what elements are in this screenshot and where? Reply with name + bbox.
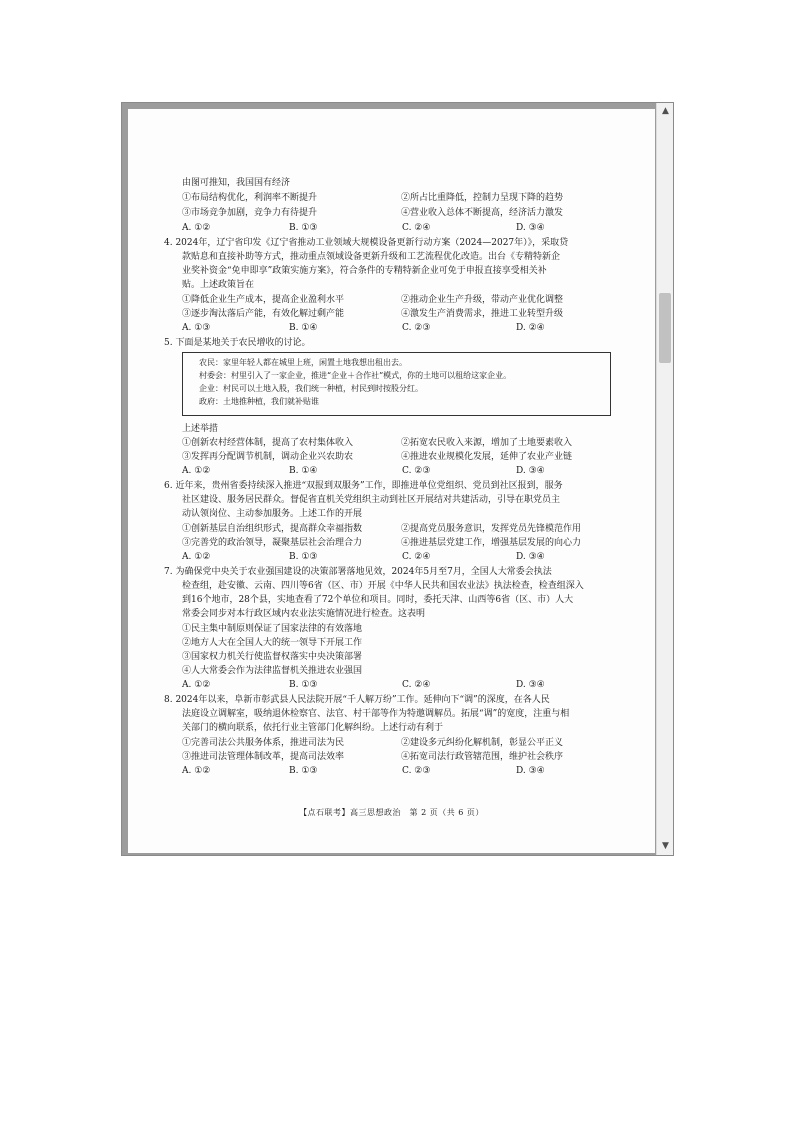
q8-answer-d: D. ③④ (516, 766, 545, 776)
scroll-up-icon[interactable]: ▲ (662, 106, 669, 116)
q6-answer-b: B. ①③ (289, 552, 318, 562)
q5-box-line-farmer: 农民：家里年轻人都在城里上班，闲置土地我想出租出去。 (199, 358, 407, 367)
q5-answer-a: A. ①② (182, 466, 211, 476)
scroll-down-icon[interactable]: ▼ (662, 841, 669, 851)
q6-option-4: ④推进基层党建工作，增强基层发展的向心力 (401, 538, 582, 548)
q4-option-2: ②推动企业生产升级，带动产业优化调整 (401, 295, 564, 305)
q8-stem-line-1: 8. 2024年以来，阜新市彰武县人民法院开展“千人解万纷”工作。延伸向下“调”的深度，在各人民 (164, 695, 550, 705)
q8-answer-a: A. ①② (182, 766, 211, 776)
q5-option-1: ①创新农村经营体制，提高了农村集体收入 (182, 438, 354, 448)
q3-stem: 由图可推知，我国国有经济 (182, 178, 291, 188)
q5-box-line-government: 政府：土地推种植，我们就补贴谁 (199, 397, 319, 406)
q8-answer-b: B. ①③ (289, 766, 318, 776)
q4-option-1: ①降低企业生产成本，提高企业盈利水平 (182, 295, 345, 305)
q4-stem-line-2: 款贴息和直接补助等方式，推动重点领域设备更新升级和工艺流程优化改造。出台《专精特新企 (182, 252, 561, 262)
document-viewer (121, 102, 674, 856)
q3-answer-c: C. ②④ (402, 223, 431, 233)
q8-option-2: ②建设多元纠纷化解机制，彰显公平正义 (401, 738, 564, 748)
q5-answer-d: D. ③④ (516, 466, 545, 476)
q3-answer-d: D. ③④ (516, 223, 545, 233)
scrollbar-thumb[interactable] (659, 293, 671, 363)
q7-option-1: ①民主集中制原则保证了国家法律的有效落地 (182, 624, 363, 634)
q7-stem-line-2: 检查组，赴安徽、云南、四川等6省（区、市）开展《中华人民共和国农业法》执法检查，检查组深入 (182, 581, 584, 591)
q4-answer-c: C. ②③ (402, 323, 431, 333)
q4-option-3: ③逐步淘汰落后产能，有效化解过剩产能 (182, 309, 345, 319)
q8-stem-line-3: 关部门的横向联系，依托行业主管部门化解纠纷。上述行动有利于 (182, 723, 444, 733)
q3-answer-b: B. ①③ (289, 223, 318, 233)
page-footer: 【点石联考】高三思想政治 第 2 页（共 6 页） (299, 808, 484, 817)
q7-option-4: ④人大常委会作为法律监督机关推进农业强国 (182, 666, 363, 676)
q5-stem: 5. 下面是某地关于农民增收的讨论。 (164, 338, 311, 348)
vertical-scrollbar[interactable] (656, 103, 673, 855)
q3-answer-a: A. ①② (182, 223, 211, 233)
q5-answer-c: C. ②③ (402, 466, 431, 476)
q6-stem-line-3: 动认领岗位、主动参加服务。上述工作的开展 (182, 509, 363, 519)
q6-answer-d: D. ③④ (516, 552, 545, 562)
q6-option-3: ③完善党的政治领导，凝聚基层社会治理合力 (182, 538, 363, 548)
q4-stem-line-4: 贴。上述政策旨在 (182, 280, 255, 290)
q3-option-1: ①布局结构优化，利润率不断提升 (182, 193, 318, 203)
q5-lead: 上述举措 (182, 424, 219, 434)
q3-option-2: ②所占比重降低，控制力呈现下降的趋势 (401, 193, 564, 203)
q5-answer-b: B. ①④ (289, 466, 318, 476)
q5-option-4: ④推进农业规模化发展，延伸了农业产业链 (401, 452, 573, 462)
q4-answer-a: A. ①③ (182, 323, 211, 333)
q3-option-3: ③市场竞争加剧，竞争力有待提升 (182, 208, 318, 218)
q4-option-4: ④激发生产消费需求，推进工业转型升级 (401, 309, 564, 319)
q5-box-line-village: 村委会：村里引入了一家企业，推进“企业＋合作社”模式，你的土地可以租给这家企业。 (199, 371, 512, 380)
q7-answer-d: D. ③④ (516, 680, 545, 690)
q8-stem-line-2: 法庭设立调解室，吸纳退休检察官、法官、村干部等作为特邀调解员。拓展“调”的宽度，注重与相 (182, 709, 570, 719)
q6-stem-line-2: 社区建设、服务居民群众。督促省直机关党组织主动到社区开展结对共建活动，引导在职党员主 (182, 495, 561, 505)
q3-option-4: ④营业收入总体不断提高，经济活力激发 (401, 208, 564, 218)
exam-page (128, 109, 655, 853)
q4-answer-d: D. ②④ (516, 323, 545, 333)
q6-option-2: ②提高党员服务意识，发挥党员先锋模范作用 (401, 524, 582, 534)
q8-option-1: ①完善司法公共服务体系，推进司法为民 (182, 738, 345, 748)
q8-answer-c: C. ②③ (402, 766, 431, 776)
q8-option-4: ④拓宽司法行政管辖范围，维护社会秩序 (401, 752, 564, 762)
q7-option-2: ②地方人大在全国人大的统一领导下开展工作 (182, 638, 363, 648)
q7-answer-a: A. ①② (182, 680, 211, 690)
q6-answer-c: C. ②④ (402, 552, 431, 562)
q5-option-2: ②拓宽农民收入来源，增加了土地要素收入 (401, 438, 573, 448)
q4-stem-line-3: 业奖补资金“免申即享”政策实施方案》，符合条件的专精特新企业可免于申报直接享受相关补 (182, 266, 547, 276)
q7-stem-line-3: 到16个地市，28个县，实地查看了72个单位和项目。同时，委托天津、山西等6省（区、市）人大 (182, 595, 574, 605)
q6-answer-a: A. ①② (182, 552, 211, 562)
q7-stem-line-4: 常委会同步对本行政区域内农业法实施情况进行检查。这表明 (182, 609, 426, 619)
page-frame (122, 103, 656, 855)
q5-option-3: ③发挥再分配调节机制，调动企业兴农助农 (182, 452, 354, 462)
q6-option-1: ①创新基层自治组织形式，提高群众幸福指数 (182, 524, 363, 534)
q7-answer-c: C. ②④ (402, 680, 431, 690)
q7-stem-line-1: 7. 为确保党中央关于农业强国建设的决策部署落地见效，2024年5月至7月，全国人大常委会执法 (164, 567, 552, 577)
q8-option-3: ③推进司法管理体制改革，提高司法效率 (182, 752, 345, 762)
q7-option-3: ③国家权力机关行使监督权落实中央决策部署 (182, 652, 363, 662)
q7-answer-b: B. ①③ (289, 680, 318, 690)
q4-answer-b: B. ①④ (289, 323, 318, 333)
q4-stem-line-1: 4. 2024年，辽宁省印发《辽宁省推动工业领域大规模设备更新行动方案（2024—2027年）》，采取贷 (164, 238, 569, 248)
q5-box-line-company: 企业：村民可以土地入股，我们统一种植，村民到时按股分红。 (199, 384, 423, 393)
q6-stem-line-1: 6. 近年来，贵州省委持续深入推进“双报到双服务”工作，即推进单位党组织、党员到社区报到，服务 (164, 481, 563, 491)
